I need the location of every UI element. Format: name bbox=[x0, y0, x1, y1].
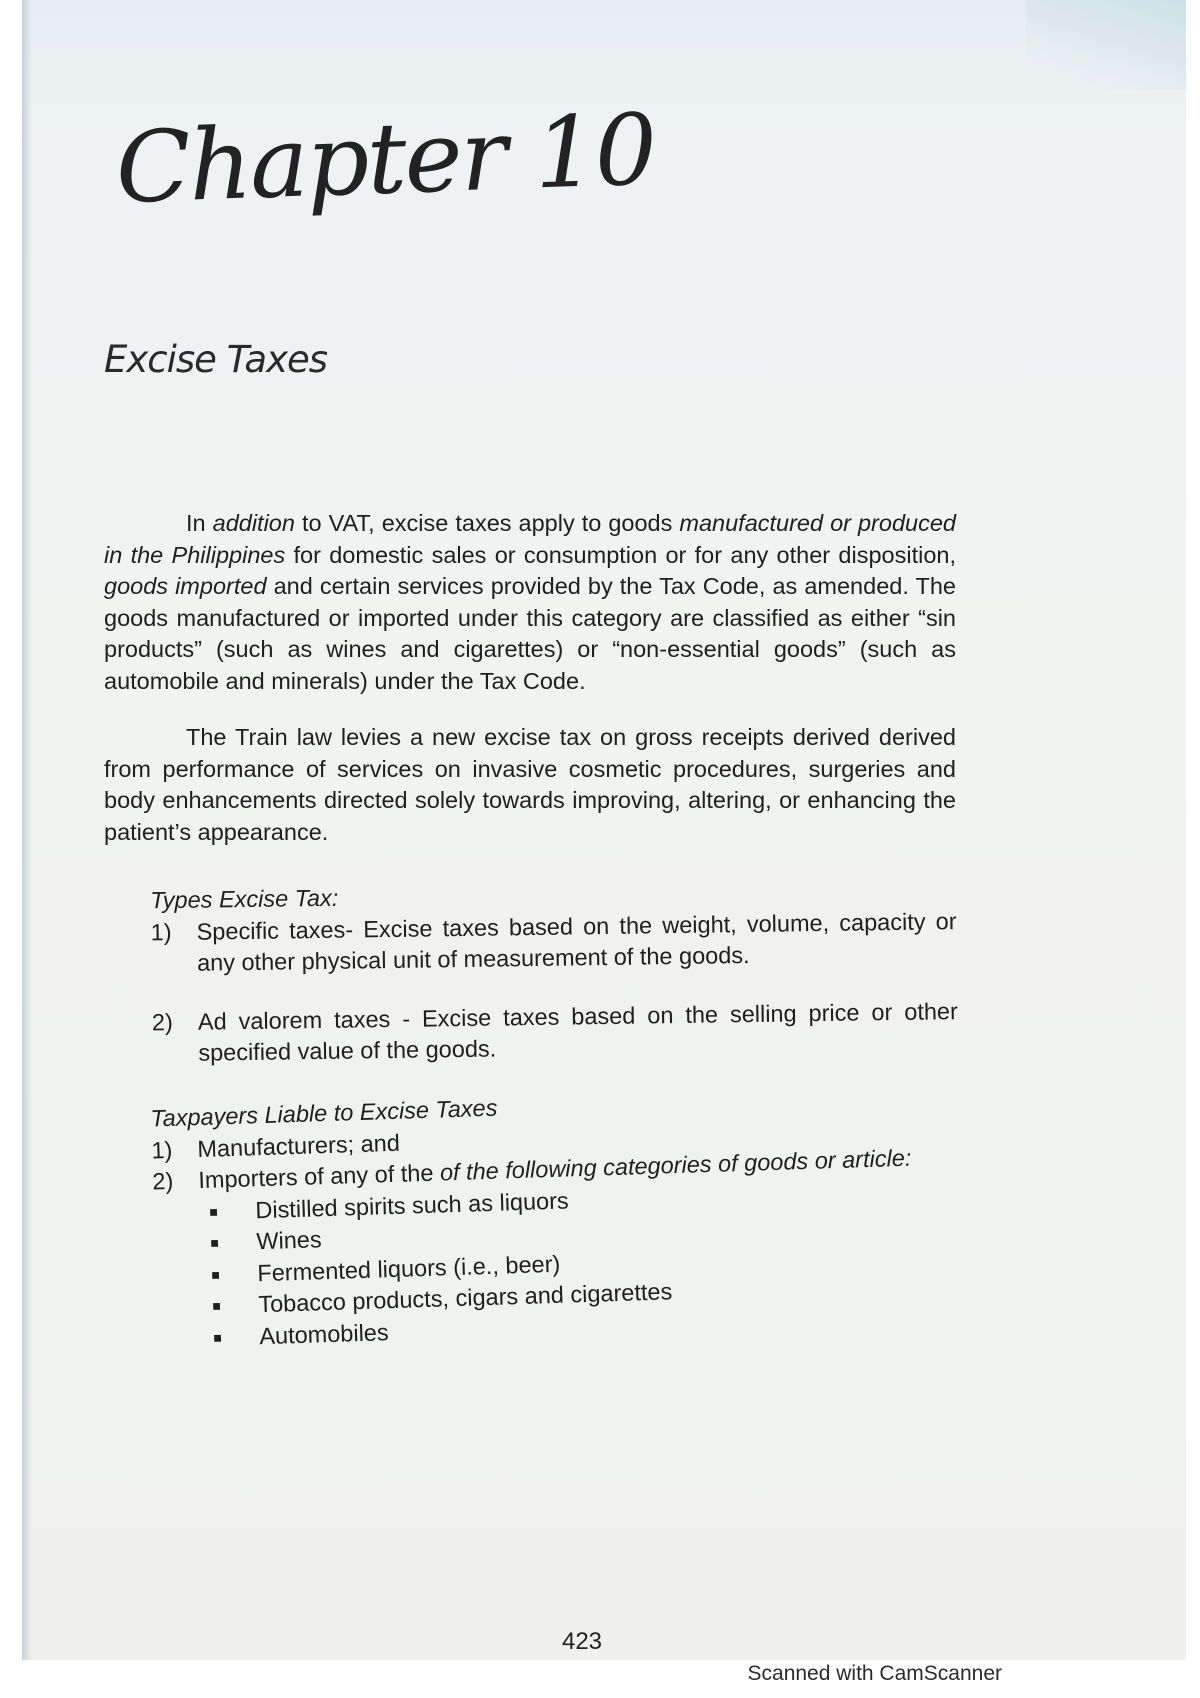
list-item: 2) Ad valorem taxes - Excise taxes based on the selling price or other specified value of the goods. bbox=[151, 997, 959, 1066]
list-item: 1) Specific taxes- Excise taxes based on the weight, volume, capacity or any other physical unit of measurement of the goods. bbox=[150, 907, 957, 976]
bullet-icon: ■ bbox=[213, 1328, 223, 1345]
types-section bbox=[104, 874, 958, 1070]
section-title: Excise Taxes bbox=[104, 338, 328, 381]
taxpayers-section bbox=[104, 1078, 963, 1357]
page-number: 423 bbox=[561, 1628, 603, 1655]
list-item: 1) Manufacturers; and bbox=[151, 1128, 401, 1163]
intro-paragraph: In addition to VAT, excise taxes apply to goods manufactured or produced in the Philippines for domestic sales or consumption or for any other disposition, goods imported and certain services provided by the Tax Code, as amended. The goods manufactured or imported under this category are classified as either “sin products” (such as wines and cigarettes) or “non-essential goods” (such as automobile and minerals) under the Tax Code. bbox=[104, 510, 956, 694]
bullet-icon: ■ bbox=[212, 1296, 222, 1314]
scanned-page bbox=[22, 0, 1186, 1660]
chapter-title: Chapter 10 bbox=[114, 93, 658, 227]
page-content bbox=[104, 508, 959, 1357]
taxpayers-heading: Taxpayers Liable to Excise Taxes bbox=[150, 1094, 498, 1132]
list-item: ■ Tobacco products, cigars and cigarettes bbox=[212, 1267, 963, 1322]
train-law-paragraph: The Train law levies a new excise tax on gross receipts derived derived from performance of services on invasive cosmetic procedures, surgeries and body enhancements directed solely towards improving, altering, or enhancing the patient’s appearance. bbox=[104, 724, 956, 845]
list-item: 2) Importers of any of the of the following categories of goods or article: bbox=[152, 1144, 912, 1195]
list-item: ■ Wines bbox=[210, 1204, 961, 1259]
scanner-watermark: Scanned with CamScanner bbox=[747, 1662, 1002, 1685]
list-item: ■ Distilled spirits such as liquors bbox=[209, 1172, 960, 1227]
bullet-icon: ■ bbox=[209, 1202, 219, 1219]
scan-tint bbox=[1026, 0, 1186, 90]
bullet-icon: ■ bbox=[211, 1265, 221, 1282]
bullet-icon: ■ bbox=[210, 1233, 220, 1251]
types-heading: Types Excise Tax: bbox=[150, 884, 339, 914]
list-item: ■ Fermented liquors (i.e., beer) bbox=[211, 1235, 962, 1290]
list-item: ■ Automobiles bbox=[213, 1298, 964, 1353]
goods-category-list bbox=[209, 1172, 964, 1353]
